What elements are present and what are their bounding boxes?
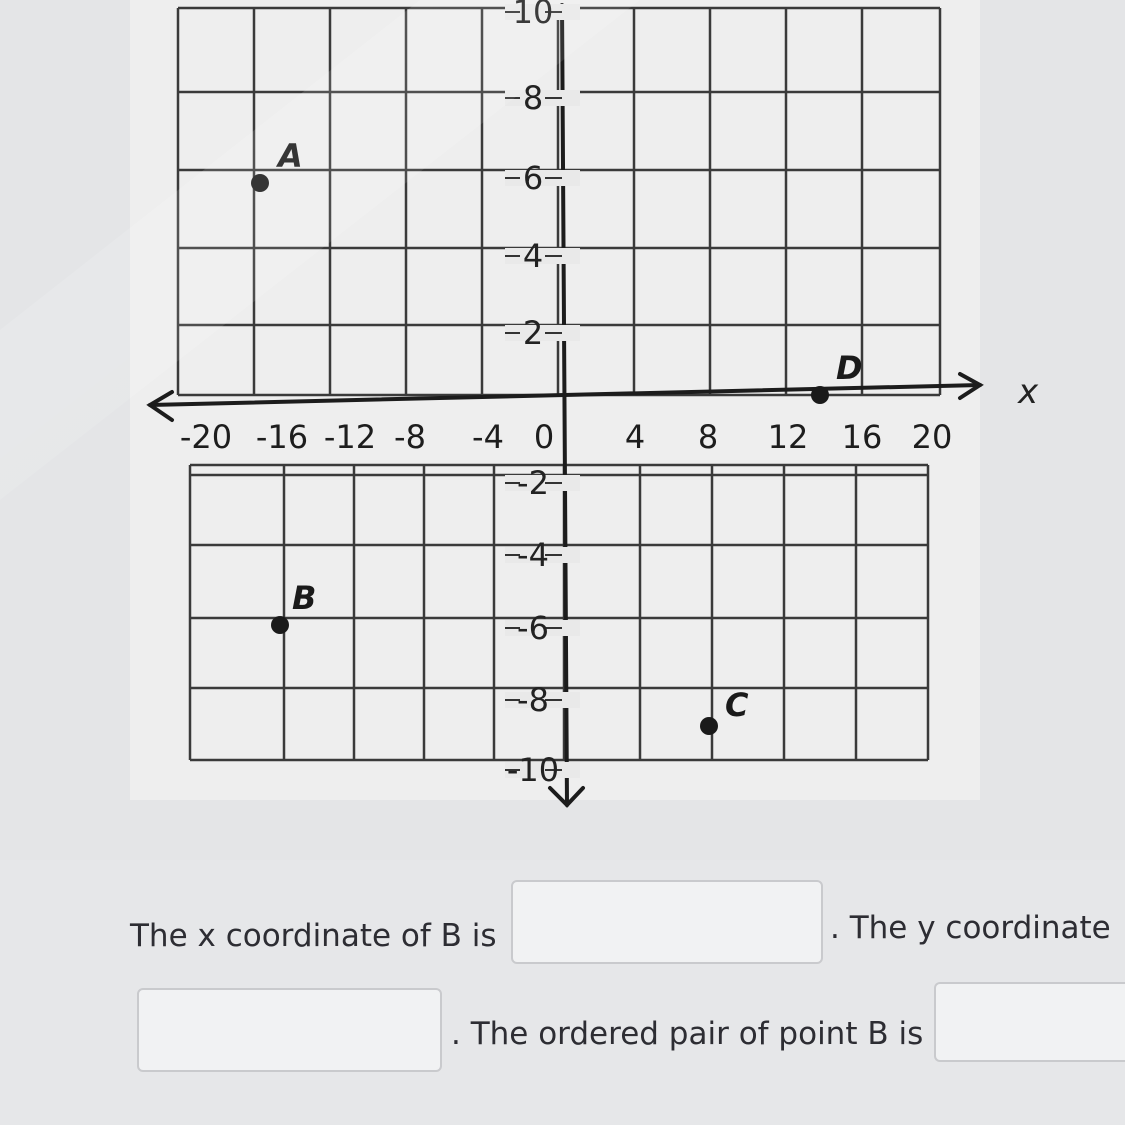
y-tick-label: 10	[512, 0, 554, 31]
y-tick-label: 2	[522, 314, 544, 352]
y-tick-label: 8	[522, 79, 544, 117]
ordered-pair-input[interactable]	[934, 982, 1125, 1062]
x-tick-label: 4	[624, 418, 646, 456]
point-d-dot	[811, 386, 829, 404]
x-tick-label: -12	[323, 418, 377, 456]
x-tick-label: 16	[841, 418, 883, 456]
x-coordinate-input[interactable]	[511, 880, 823, 964]
question-line1-prefix: The x coordinate of B is	[130, 918, 497, 954]
point-b-label: B	[292, 579, 317, 617]
y-coordinate-input[interactable]	[137, 988, 442, 1072]
x-tick-label: 8	[697, 418, 719, 456]
y-tick-label: 6	[522, 159, 544, 197]
x-tick-label: -4	[472, 418, 504, 456]
y-tick-label: -4	[517, 536, 549, 574]
y-tick-label: 4	[522, 237, 544, 275]
point-d-label: D	[836, 349, 863, 387]
point-a-label: A	[278, 137, 303, 175]
point-c-label: C	[725, 686, 749, 724]
point-c-dot	[700, 717, 718, 735]
x-tick-label: -8	[394, 418, 426, 456]
x-axis-label: x	[1018, 372, 1039, 412]
y-tick-label: -6	[517, 609, 549, 647]
x-tick-label: 0	[533, 418, 555, 456]
y-tick-label: -2	[517, 464, 549, 502]
point-b-dot	[271, 616, 289, 634]
x-tick-label: 20	[911, 418, 953, 456]
question-line2-middle: . The ordered pair of point B is	[451, 1016, 924, 1052]
question-line1-suffix: . The y coordinate	[830, 910, 1111, 946]
x-tick-label: 12	[767, 418, 809, 456]
y-tick-label: -10	[506, 751, 560, 789]
graph-paper	[130, 0, 980, 800]
x-tick-label: -20	[179, 418, 233, 456]
x-tick-label: -16	[255, 418, 309, 456]
y-tick-label: -8	[517, 681, 549, 719]
